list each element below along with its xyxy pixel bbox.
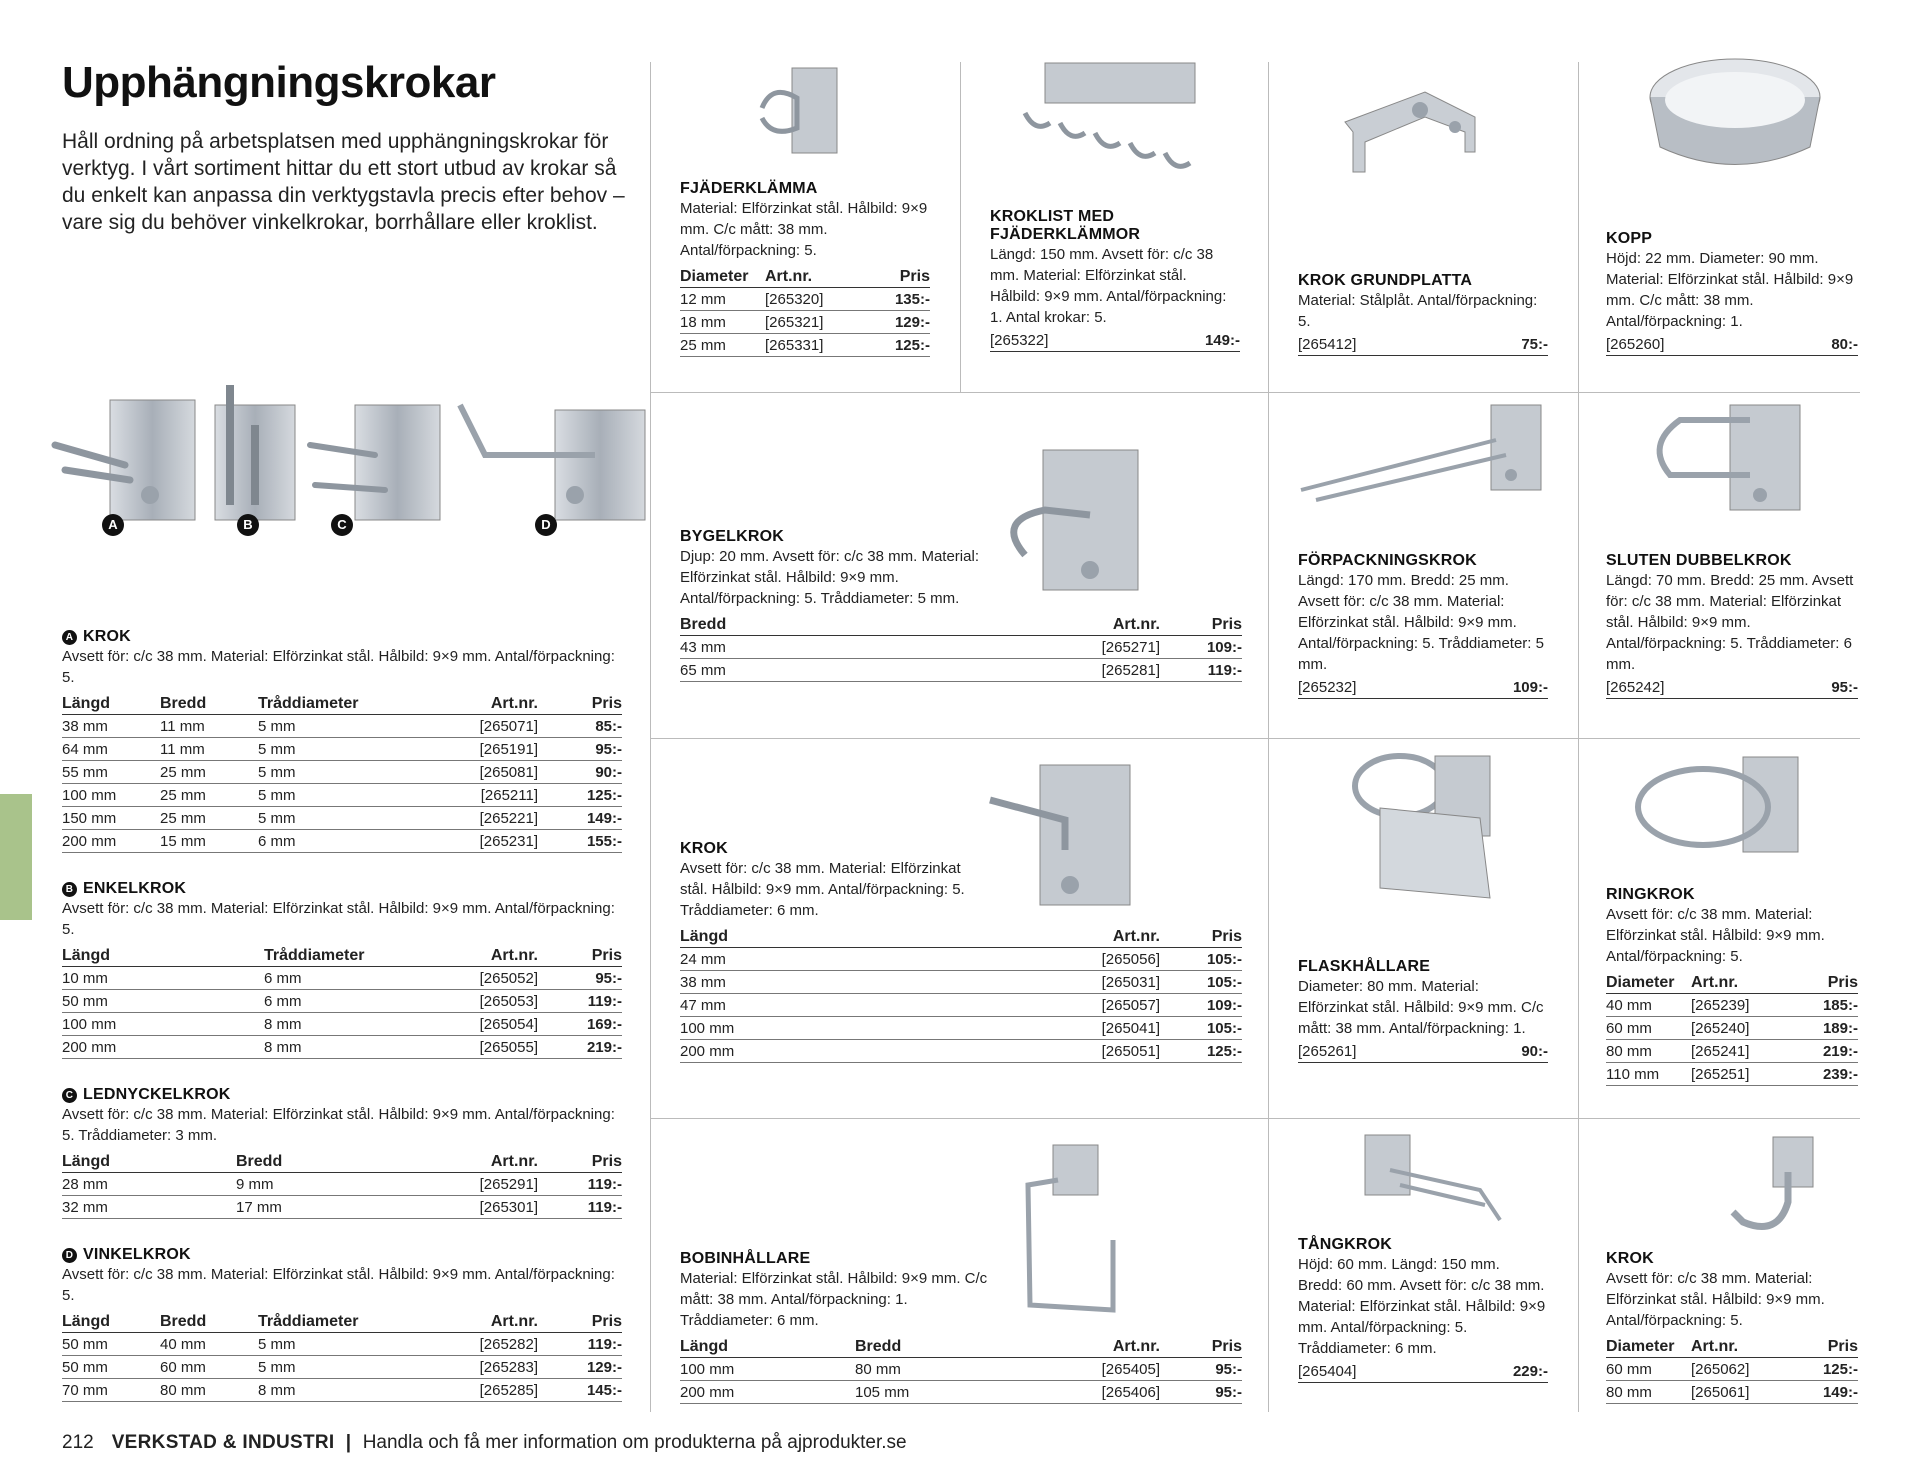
table-row: 55 mm 25 mm 5 mm [265081] 90:- <box>62 761 622 784</box>
ringkrok-desc: Avsett för: c/c 38 mm. Material: Elförzinkat stål. Hålbild: 9×9 mm. Antal/förpackning: 5. <box>1606 906 1825 965</box>
enkelkrok-desc: Avsett för: c/c 38 mm. Material: Elförzinkat stål. Hålbild: 9×9 mm. Antal/förpackning: 5. <box>62 900 615 938</box>
kopp-desc: Höjd: 22 mm. Diameter: 90 mm. Material: Elförzinkat stål. Hålbild: 9×9 mm. C/c mått: 38 mm. Antal/förpackning: 1. <box>1606 250 1854 330</box>
fjaderklamma-image <box>752 58 852 158</box>
grundplatta-image <box>1325 72 1495 182</box>
table-row: 38 mm 11 mm 5 mm [265071] 85:- <box>62 715 622 738</box>
bygelkrok-block <box>680 528 1242 682</box>
enkelkrok-heading: B ENKELKROK <box>62 880 622 898</box>
forpackningskrok-block <box>1298 552 1548 699</box>
vinkelkrok-desc: Avsett för: c/c 38 mm. Material: Elförzinkat stål. Hålbild: 9×9 mm. Antal/förpackning: 5. <box>62 1266 615 1304</box>
vinkelkrok-table: Längd Bredd Tråddiameter Art.nr. Pris 50 mm 40 mm 5 mm [265282] 119:- 50 mm 60 mm 5 mm [265283] 129:- 70 mm 80 mm 8 mm [265285] 145:- <box>62 1312 622 1402</box>
kroklist-block <box>990 208 1240 352</box>
table-row: 38 mm [265031] 105:- <box>680 971 1242 994</box>
page-title: Upphängningskrokar <box>62 58 496 107</box>
grid-divider <box>650 392 1860 393</box>
fjaderklamma-heading: FJÄDERKLÄMMA <box>680 180 818 197</box>
table-row: 200 mm 15 mm 6 mm [265231] 155:- <box>62 830 622 853</box>
badge-c: C <box>331 514 353 536</box>
table-row: 100 mm 80 mm [265405] 95:- <box>680 1358 1242 1381</box>
table-row: 70 mm 80 mm 8 mm [265285] 145:- <box>62 1379 622 1402</box>
footer-section: VERKSTAD & INDUSTRI <box>111 1432 335 1453</box>
fjaderklamma-desc: Material: Elförzinkat stål. Hålbild: 9×9 mm. C/c mått: 38 mm. Antal/förpackning: 5. <box>680 200 928 259</box>
krok3-table: Diameter Art.nr. Pris 60 mm [265062] 125:- 80 mm [265061] 149:- <box>1606 1337 1858 1404</box>
krok2-desc: Avsett för: c/c 38 mm. Material: Elförzinkat stål. Hålbild: 9×9 mm. Antal/förpackning: 5. Tråddiameter: 6 mm. <box>680 860 965 919</box>
table-row: 28 mm 9 mm [265291] 119:- <box>62 1173 622 1196</box>
tangkrok-heading: TÅNGKROK <box>1298 1236 1393 1253</box>
enkelkrok-table: Längd Tråddiameter Art.nr. Pris 10 mm 6 mm [265052] 95:- 50 mm 6 mm [265053] 119:- 100 mm 8 mm [265054] 169:- 200 mm 8 mm [265055] 219:- <box>62 946 622 1059</box>
table-row: 40 mm [265239] 185:- <box>1606 994 1858 1017</box>
bygelkrok-heading: BYGELKROK <box>680 528 785 545</box>
dubbelkrok-block <box>1606 552 1858 699</box>
grundplatta-block <box>1298 272 1548 356</box>
table-row: 10 mm 6 mm [265052] 95:- <box>62 967 622 990</box>
tangkrok-desc: Höjd: 60 mm. Längd: 150 mm. Bredd: 60 mm. Avsett för: c/c 38 mm. Material: Elförzinkat stål. Hålbild: 9×9 mm. Antal/förpackning: 5. Tråddiameter: 6 mm. <box>1298 1256 1546 1357</box>
dubbelkrok-price-row: [265242] 95:- <box>1606 679 1858 699</box>
table-row: 64 mm 11 mm 5 mm [265191] 95:- <box>62 738 622 761</box>
table-row: 150 mm 25 mm 5 mm [265221] 149:- <box>62 807 622 830</box>
ringkrok-block <box>1606 886 1858 1086</box>
flaskhallare-desc: Diameter: 80 mm. Material: Elförzinkat stål. Hålbild: 9×9 mm. C/c mått: 38 mm. Antal/förpackning: 1. <box>1298 978 1544 1037</box>
flaskhallare-block <box>1298 958 1548 1063</box>
krok-a-desc: Avsett för: c/c 38 mm. Material: Elförzinkat stål. Hålbild: 9×9 mm. Antal/förpackning: 5. <box>62 648 615 686</box>
bobinhallare-block <box>680 1250 1242 1404</box>
vinkelkrok-heading: D VINKELKROK <box>62 1246 622 1264</box>
table-row: 47 mm [265057] 109:- <box>680 994 1242 1017</box>
lednyckelkrok-heading: C LEDNYCKELKROK <box>62 1086 622 1104</box>
kopp-heading: KOPP <box>1606 230 1653 247</box>
fjaderklamma-block <box>680 180 930 357</box>
flaskhallare-image <box>1340 748 1520 918</box>
lednyckelkrok-desc: Avsett för: c/c 38 mm. Material: Elförzinkat stål. Hålbild: 9×9 mm. Antal/förpackning: 5. Tråddiameter: 3 mm. <box>62 1106 615 1144</box>
table-row: 43 mm [265271] 109:- <box>680 636 1242 659</box>
grid-divider <box>650 62 651 1412</box>
grid-divider <box>650 738 1860 739</box>
tangkrok-block <box>1298 1236 1548 1383</box>
fjaderklamma-table: Diameter Art.nr. Pris 12 mm [265320] 135:- 18 mm [265321] 129:- 25 mm [265331] 125:- <box>680 267 930 357</box>
table-row: 200 mm [265051] 125:- <box>680 1040 1242 1063</box>
forpackningskrok-price-row: [265232] 109:- <box>1298 679 1548 699</box>
table-row: 50 mm 40 mm 5 mm [265282] 119:- <box>62 1333 622 1356</box>
forpackningskrok-desc: Längd: 170 mm. Bredd: 25 mm. Avsett för: c/c 38 mm. Material: Elförzinkat stål. Hålbild: 9×9 mm. Antal/förpackning: 5. Tråddiameter: 5 mm. <box>1298 572 1544 673</box>
forpackningskrok-image <box>1296 400 1556 500</box>
ringkrok-table: Diameter Art.nr. Pris 40 mm [265239] 185:- 60 mm [265240] 189:- 80 mm [265241] 219:- 110 mm [265251] 239:- <box>1606 973 1858 1086</box>
table-row: 32 mm 17 mm [265301] 119:- <box>62 1196 622 1219</box>
bygelkrok-desc: Djup: 20 mm. Avsett för: c/c 38 mm. Material: Elförzinkat stål. Hålbild: 9×9 mm. Antal/förpackning: 5. Tråddiameter: 5 mm. <box>680 548 979 607</box>
flaskhallare-price-row: [265261] 90:- <box>1298 1043 1548 1063</box>
krok3-heading: KROK <box>1606 1250 1654 1267</box>
page-footer <box>62 1432 907 1454</box>
table-row: 200 mm 8 mm [265055] 219:- <box>62 1036 622 1059</box>
table-row: 100 mm 8 mm [265054] 169:- <box>62 1013 622 1036</box>
table-row: 65 mm [265281] 119:- <box>680 659 1242 682</box>
table-row: 100 mm 25 mm 5 mm [265211] 125:- <box>62 784 622 807</box>
table-row: 110 mm [265251] 239:- <box>1606 1063 1858 1086</box>
section-tab <box>0 794 32 920</box>
tangkrok-image <box>1360 1130 1510 1230</box>
footer-separator: | <box>345 1432 352 1453</box>
table-row: 50 mm 6 mm [265053] 119:- <box>62 990 622 1013</box>
dubbelkrok-image <box>1640 400 1810 520</box>
krok2-table: Längd Art.nr. Pris 24 mm [265056] 105:- 38 mm [265031] 105:- 47 mm [265057] 109:- 100 mm [265041] 105:- 200 mm [265051] 125:- <box>680 927 1242 1063</box>
kopp-image <box>1640 52 1830 182</box>
badge-a: A <box>102 514 124 536</box>
kroklist-desc: Längd: 150 mm. Avsett för: c/c 38 mm. Material: Elförzinkat stål. Hålbild: 9×9 mm. Antal/förpackning: 1. Antal krokar: 5. <box>990 246 1227 326</box>
table-row: 24 mm [265056] 105:- <box>680 948 1242 971</box>
grid-divider <box>1578 62 1579 1412</box>
dubbelkrok-heading: SLUTEN DUBBELKROK <box>1606 552 1792 569</box>
page-number: 212 <box>62 1432 94 1453</box>
table-row: 60 mm [265240] 189:- <box>1606 1017 1858 1040</box>
table-row: 200 mm 105 mm [265406] 95:- <box>680 1381 1242 1404</box>
bygelkrok-table: Bredd Art.nr. Pris 43 mm [265271] 109:- 65 mm [265281] 119:- <box>680 615 1242 682</box>
krok-a-table: Längd Bredd Tråddiameter Art.nr. Pris 38 mm 11 mm 5 mm [265071] 85:- 64 mm 11 mm 5 mm [265191] 95:- 55 mm 25 mm 5 mm [265081] 90:- 100 mm 25 mm 5 mm [265211] 125:- 150 mm 25 mm 5 mm [265221] 149:- 200 mm 15 mm 6 mm [265231] 155:- <box>62 694 622 853</box>
kopp-price-row: [265260] 80:- <box>1606 336 1858 356</box>
table-row: 18 mm [265321] 129:- <box>680 311 930 334</box>
grid-divider <box>1268 62 1269 1412</box>
enkelkrok-block <box>62 880 622 1059</box>
krok3-image <box>1718 1132 1828 1242</box>
kroklist-price-row: [265322] 149:- <box>990 332 1240 352</box>
grundplatta-price-row: [265412] 75:- <box>1298 336 1548 356</box>
table-row: 12 mm [265320] 135:- <box>680 288 930 311</box>
grundplatta-desc: Material: Stålplåt. Antal/förpackning: 5. <box>1298 292 1538 330</box>
grid-divider <box>960 62 961 392</box>
kopp-block <box>1606 230 1858 356</box>
badge-b: B <box>237 514 259 536</box>
badge-d: D <box>535 514 557 536</box>
forpackningskrok-heading: FÖRPACKNINGSKROK <box>1298 552 1477 569</box>
krok-a-block <box>62 628 622 853</box>
vinkelkrok-block <box>62 1246 622 1402</box>
table-row: 100 mm [265041] 105:- <box>680 1017 1242 1040</box>
krok2-heading: KROK <box>680 840 728 857</box>
intro-text: Håll ordning på arbetsplatsen med upphängningskrokar för verktyg. I vårt sortiment hittar du ett stort utbud av krokar så du enkelt kan anpassa din verktygstavla precis efter behov – vare sig du behöver vinkelkrokar, borrhållare eller kroklist. <box>62 130 625 234</box>
footer-link-text[interactable]: Handla och få mer information om produkterna på ajprodukter.se <box>362 1432 907 1453</box>
grid-divider <box>650 1118 1860 1119</box>
krok2-block <box>680 840 1242 1063</box>
kroklist-heading: KROKLIST MED FJÄDERKLÄMMOR <box>990 208 1141 243</box>
table-row: 80 mm [265241] 219:- <box>1606 1040 1858 1063</box>
krok-a-heading: A KROK <box>62 628 622 646</box>
flaskhallare-heading: FLASKHÅLLARE <box>1298 958 1431 975</box>
hooks-photo <box>55 385 655 545</box>
bobinhallare-desc: Material: Elförzinkat stål. Hålbild: 9×9 mm. C/c mått: 38 mm. Antal/förpackning: 1. Tråddiameter: 6 mm. <box>680 1270 988 1329</box>
krok3-block <box>1606 1250 1858 1404</box>
table-row: 60 mm [265062] 125:- <box>1606 1358 1858 1381</box>
tangkrok-price-row: [265404] 229:- <box>1298 1363 1548 1383</box>
dubbelkrok-desc: Längd: 70 mm. Bredd: 25 mm. Avsett för: c/c 38 mm. Material: Elförzinkat stål. Hålbild: 9×9 mm. Antal/förpackning: 5. Tråddiameter: 6 mm. <box>1606 572 1854 673</box>
lednyckelkrok-block <box>62 1086 622 1219</box>
table-row: 50 mm 60 mm 5 mm [265283] 129:- <box>62 1356 622 1379</box>
kroklist-image <box>1005 58 1215 178</box>
krok3-desc: Avsett för: c/c 38 mm. Material: Elförzinkat stål. Hålbild: 9×9 mm. Antal/förpackning: 5. <box>1606 1270 1825 1329</box>
table-row: 25 mm [265331] 125:- <box>680 334 930 357</box>
grundplatta-heading: KROK GRUNDPLATTA <box>1298 272 1473 289</box>
bobinhallare-heading: BOBINHÅLLARE <box>680 1250 811 1267</box>
ringkrok-image <box>1628 752 1808 862</box>
lednyckelkrok-table: Längd Bredd Art.nr. Pris 28 mm 9 mm [265291] 119:- 32 mm 17 mm [265301] 119:- <box>62 1152 622 1219</box>
table-row: 80 mm [265061] 149:- <box>1606 1381 1858 1404</box>
ringkrok-heading: RINGKROK <box>1606 886 1695 903</box>
bobinhallare-table: Längd Bredd Art.nr. Pris 100 mm 80 mm [265405] 95:- 200 mm 105 mm [265406] 95:- <box>680 1337 1242 1404</box>
